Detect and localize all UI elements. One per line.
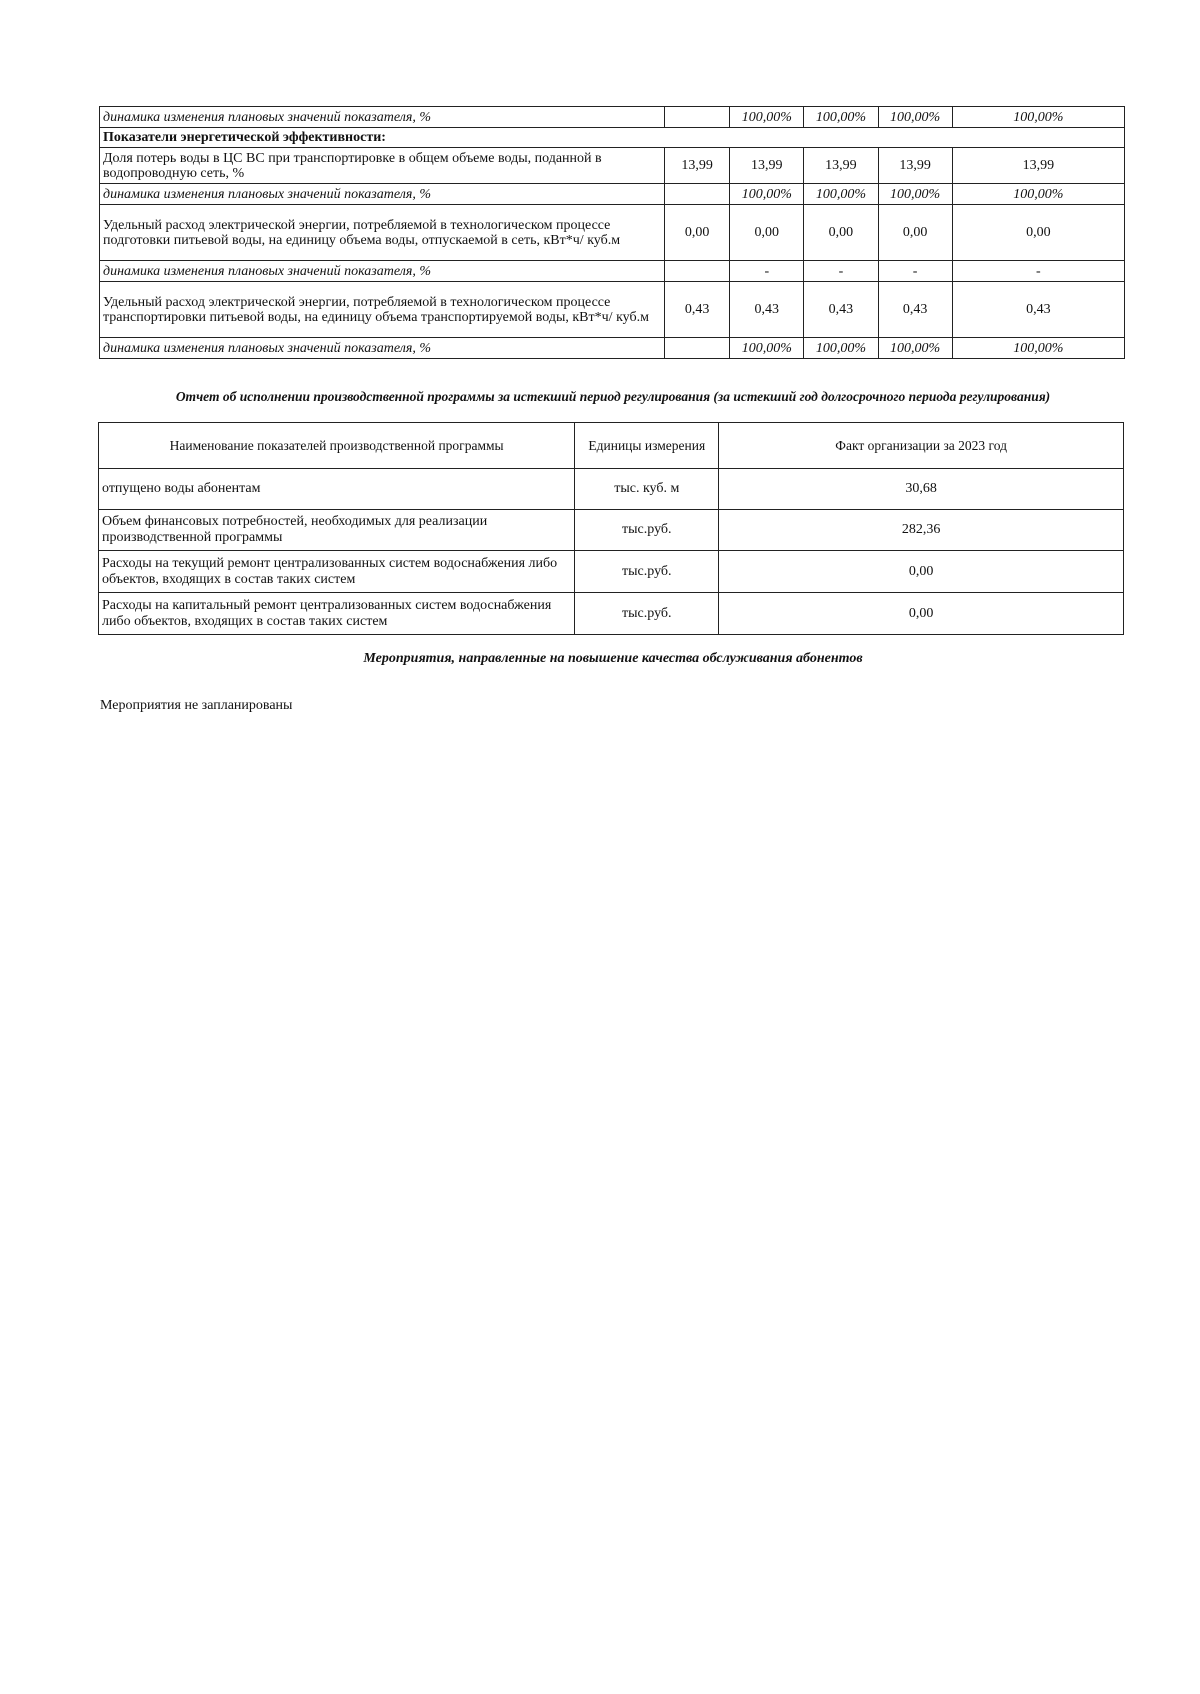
- measures-caption: Мероприятия, направленные на повышение качества обслуживания абонентов: [363, 651, 863, 666]
- table-cell: 100,00%: [952, 107, 1124, 128]
- dynamics-label: динамика изменения плановых значений показателя, %: [100, 261, 665, 282]
- table-row: [99, 593, 1124, 635]
- indicator-unit: тыс.руб.: [575, 510, 719, 551]
- table-header-row: [99, 423, 1124, 469]
- indicator-unit: тыс.руб.: [575, 593, 719, 635]
- table-cell: 100,00%: [878, 184, 952, 205]
- table-cell: [665, 107, 730, 128]
- table-cell: 13,99: [878, 148, 952, 184]
- indicator-name: отпущено воды абонентам: [99, 469, 575, 510]
- table-cell: 0,43: [878, 282, 952, 338]
- table-row: [100, 261, 1125, 282]
- table-cell: 100,00%: [804, 107, 878, 128]
- column-header: Факт организации за 2023 год: [719, 423, 1124, 469]
- indicator-name: Расходы на капитальный ремонт централизованных систем водоснабжения либо объектов, входящих в состав таких систем: [99, 593, 575, 635]
- energy-efficiency-table: [99, 106, 1125, 359]
- dynamics-label: динамика изменения плановых значений показателя, %: [100, 107, 665, 128]
- table-cell: 100,00%: [730, 338, 804, 359]
- table-cell: 100,00%: [952, 338, 1124, 359]
- table-row: [100, 184, 1125, 205]
- table-cell: 0,00: [878, 205, 952, 261]
- table-cell: 100,00%: [878, 107, 952, 128]
- table-cell: 100,00%: [804, 184, 878, 205]
- table-cell: -: [878, 261, 952, 282]
- table-cell: [665, 338, 730, 359]
- indicator-value: 0,00: [719, 593, 1124, 635]
- table-cell: 13,99: [804, 148, 878, 184]
- table-row: [99, 551, 1124, 593]
- dynamics-label: динамика изменения плановых значений показателя, %: [100, 184, 665, 205]
- dynamics-label: динамика изменения плановых значений показателя, %: [100, 338, 665, 359]
- indicator-value: 282,36: [719, 510, 1124, 551]
- indicator-label: Доля потерь воды в ЦС ВС при транспортировке в общем объеме воды, поданной в водопроводную сеть, %: [100, 148, 665, 184]
- table-row: [100, 205, 1125, 261]
- table-cell: 0,00: [730, 205, 804, 261]
- report-caption: Отчет об исполнении производственной программы за истекший период регулирования (за истекший год долгосрочного периода регулирования): [175, 389, 1051, 404]
- table-cell: 0,43: [665, 282, 730, 338]
- table-cell: 13,99: [665, 148, 730, 184]
- indicator-name: Расходы на текущий ремонт централизованных систем водоснабжения либо объектов, входящих в состав таких систем: [99, 551, 575, 593]
- table-cell: 0,43: [804, 282, 878, 338]
- table-cell: 0,43: [952, 282, 1124, 338]
- table-cell: 100,00%: [952, 184, 1124, 205]
- table-cell: [665, 261, 730, 282]
- table-cell: 100,00%: [878, 338, 952, 359]
- table-row: [100, 107, 1125, 128]
- indicator-label: Удельный расход электрической энергии, потребляемой в технологическом процессе подготовки питьевой воды, на единицу объема воды, отпускаемой в сеть, кВт*ч/ куб.м: [100, 205, 665, 261]
- table-cell: -: [952, 261, 1124, 282]
- production-program-report-table: [98, 422, 1124, 635]
- table-cell: 0,43: [730, 282, 804, 338]
- table-cell: 0,00: [952, 205, 1124, 261]
- indicator-unit: тыс.руб.: [575, 551, 719, 593]
- section-title: Показатели энергетической эффективности:: [100, 128, 1125, 148]
- column-header: Единицы измерения: [575, 423, 719, 469]
- table-cell: 100,00%: [730, 184, 804, 205]
- table-cell: [665, 184, 730, 205]
- table-cell: 100,00%: [804, 338, 878, 359]
- table-cell: 0,00: [804, 205, 878, 261]
- table-cell: -: [804, 261, 878, 282]
- table-cell: 100,00%: [730, 107, 804, 128]
- table-row: [99, 469, 1124, 510]
- indicator-label: Удельный расход электрической энергии, потребляемой в технологическом процессе транспортировки питьевой воды, на единицу объема транспортируемой воды, кВт*ч/ куб.м: [100, 282, 665, 338]
- indicator-value: 30,68: [719, 469, 1124, 510]
- table-cell: 13,99: [730, 148, 804, 184]
- indicator-value: 0,00: [719, 551, 1124, 593]
- table-row: [100, 338, 1125, 359]
- table-row: [99, 510, 1124, 551]
- indicator-name: Объем финансовых потребностей, необходимых для реализации производственной программы: [99, 510, 575, 551]
- table-row: [100, 282, 1125, 338]
- table-cell: 0,00: [665, 205, 730, 261]
- column-header: Наименование показателей производственной программы: [99, 423, 575, 469]
- section-row: [100, 128, 1125, 148]
- table-cell: -: [730, 261, 804, 282]
- table-cell: 13,99: [952, 148, 1124, 184]
- measures-note: Мероприятия не запланированы: [100, 698, 293, 713]
- table-row: [100, 148, 1125, 184]
- indicator-unit: тыс. куб. м: [575, 469, 719, 510]
